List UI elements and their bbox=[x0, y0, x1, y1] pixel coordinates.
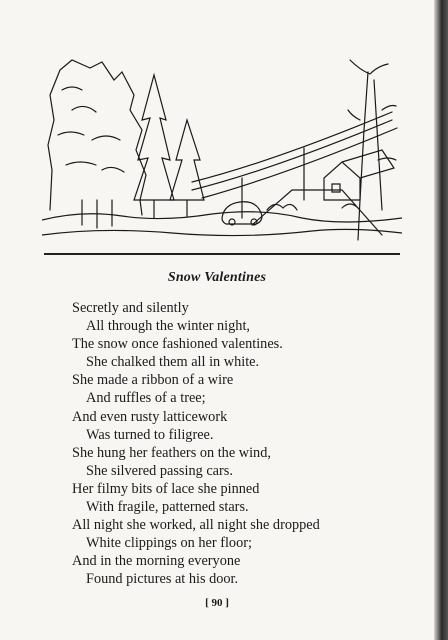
poem-line: She chalked them all in white. bbox=[86, 354, 260, 371]
poem-line: She made a ribbon of a wire bbox=[72, 372, 234, 389]
poem-line: All through the winter night, bbox=[86, 318, 250, 335]
page-number: [ 90 ] bbox=[205, 597, 229, 609]
poem-line: And ruffles of a tree; bbox=[86, 390, 206, 407]
poem-line: And in the morning everyone bbox=[72, 553, 241, 570]
poem-line: She silvered passing cars. bbox=[86, 462, 233, 479]
book-binding-edge bbox=[434, 0, 448, 640]
poem-line: Her filmy bits of lace she pinned bbox=[72, 480, 260, 497]
header-divider bbox=[44, 253, 400, 255]
poem-line: She hung her feathers on the wind, bbox=[72, 444, 271, 461]
poem-line: Was turned to filigree. bbox=[86, 426, 214, 443]
poem-line: And even rusty latticework bbox=[72, 408, 228, 425]
poem-line: The snow once fashioned valentines. bbox=[72, 336, 283, 353]
winter-scene-illustration bbox=[42, 50, 402, 245]
poem-title: Snow Valentines bbox=[167, 270, 267, 285]
poem-line: White clippings on her floor; bbox=[86, 535, 252, 552]
poem-line: With fragile, patterned stars. bbox=[86, 499, 249, 516]
poem-line: Found pictures at his door. bbox=[86, 571, 239, 588]
poem-body bbox=[72, 299, 412, 589]
poem-line: Secretly and silently bbox=[72, 300, 189, 316]
poem-line: All night she worked, all night she dropped bbox=[72, 517, 320, 534]
